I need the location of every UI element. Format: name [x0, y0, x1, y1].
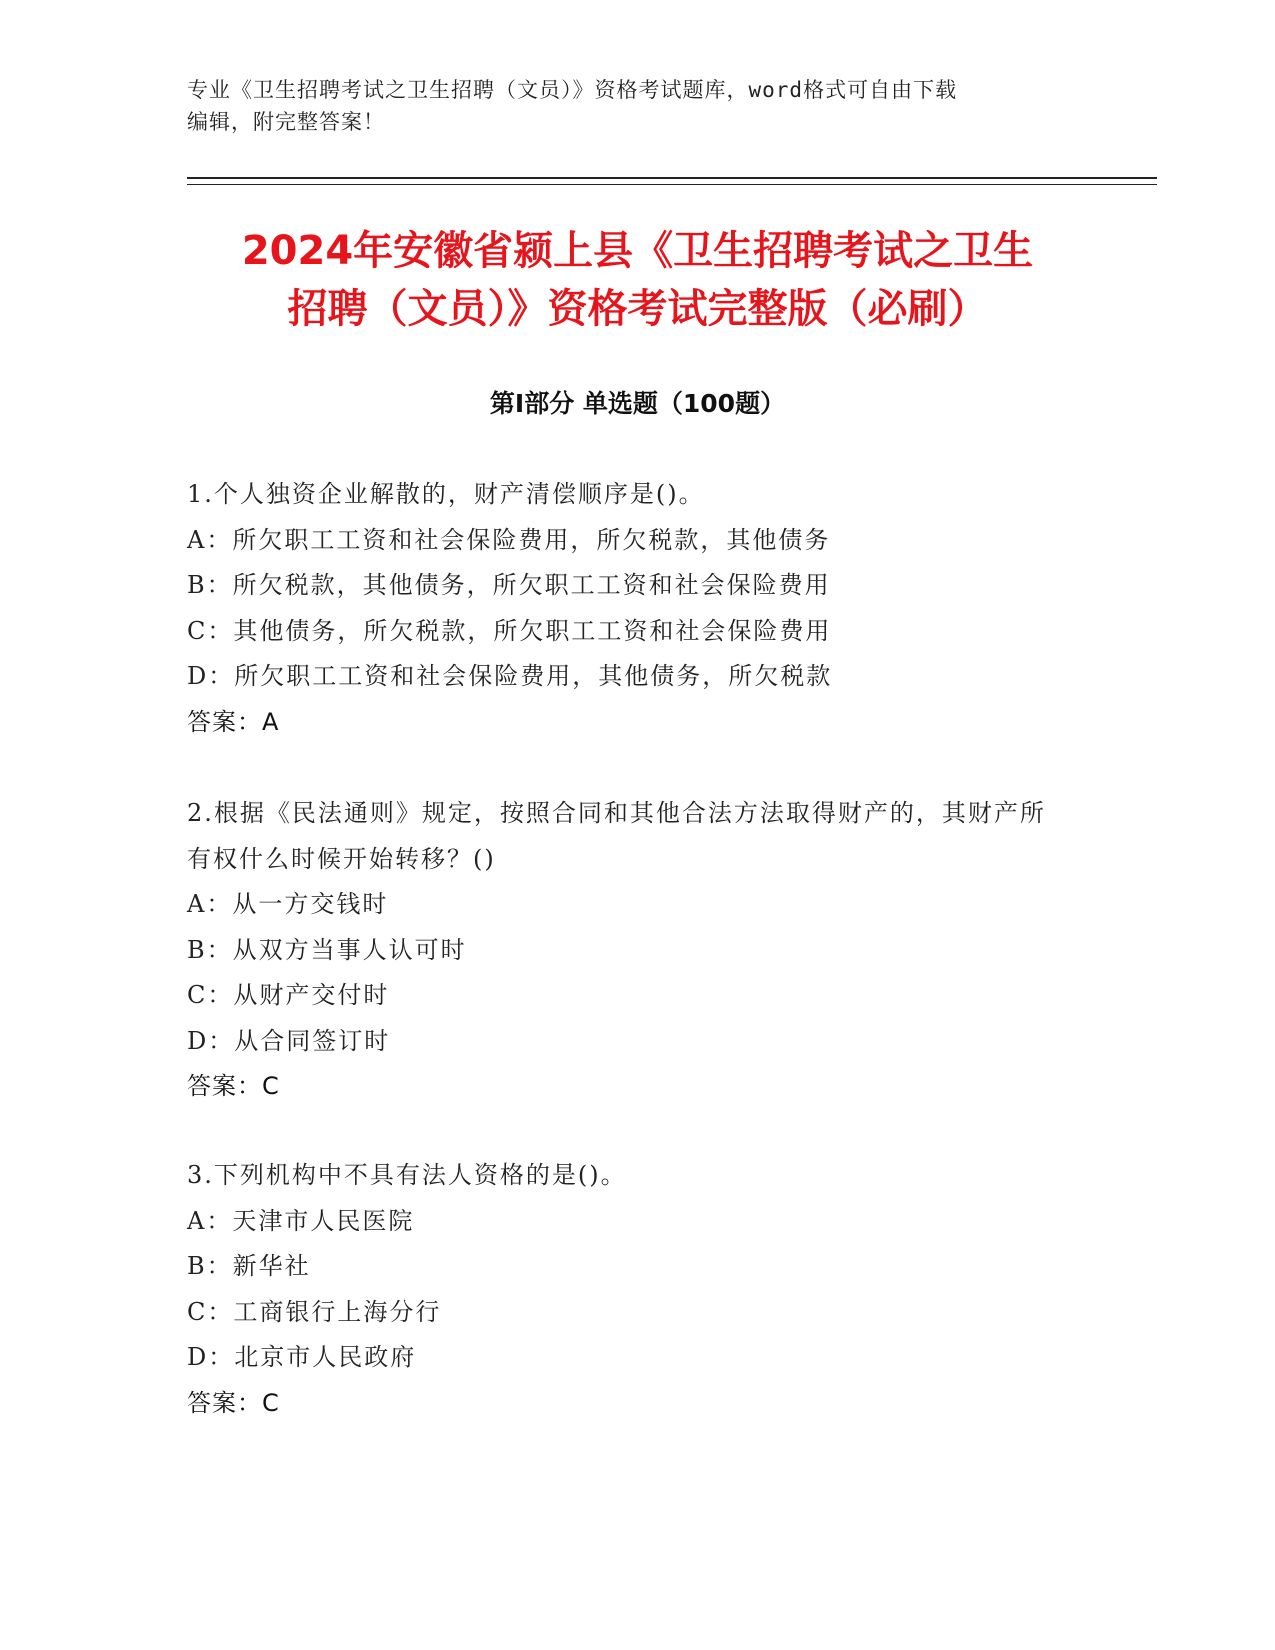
- document-title-line-1: 2024年安徽省颍上县《卫生招聘考试之卫生: [241, 228, 1034, 274]
- option-d: D：所欠职工工资和社会保险费用，其他债务，所欠税款: [187, 662, 833, 690]
- question-stem: 3.下列机构中不具有法人资格的是()。: [187, 1161, 627, 1189]
- option-a: A：天津市人民医院: [187, 1206, 415, 1235]
- option-a: A：所欠职工工资和社会保险费用，所欠税款，其他债务: [187, 525, 831, 554]
- question-block: [187, 472, 1067, 745]
- header-divider-thin: [187, 184, 1157, 185]
- question-stem: 2.根据《民法通则》规定，按照合同和其他合法方法取得财产的，其财产所有权什么时候开始转移？(): [187, 799, 1046, 873]
- header-divider-thick: [187, 177, 1157, 179]
- option-a: A：从一方交钱时: [187, 890, 389, 918]
- option-b: B：从双方当事人认可时: [187, 935, 467, 964]
- question-stem: 1.个人独资企业解散的，财产清偿顺序是()。: [187, 480, 705, 508]
- option-c: C：其他债务，所欠税款，所欠职工工资和社会保险费用: [187, 616, 832, 645]
- answer-line: 答案：A: [187, 707, 280, 736]
- option-d: D：北京市人民政府: [187, 1343, 417, 1371]
- header-note: [187, 74, 1087, 138]
- answer-line: 答案：C: [187, 1388, 280, 1417]
- option-c: C：工商银行上海分行: [187, 1297, 442, 1326]
- header-note-line-1: 专业《卫生招聘考试之卫生招聘（文员）》资格考试题库，word格式可自由下载: [187, 78, 958, 102]
- answer-line: 答案：C: [187, 1072, 280, 1100]
- document-title: [150, 222, 1125, 338]
- question-block: [187, 1153, 1067, 1426]
- document-title-line-2: 招聘（文员）》资格考试完整版（必刷）: [287, 286, 988, 332]
- option-b: B：新华社: [187, 1252, 311, 1280]
- section-heading: 第Ⅰ部分 单选题（100题）: [489, 389, 786, 418]
- option-c: C：从财产交付时: [187, 981, 390, 1009]
- option-d: D：从合同签订时: [187, 1026, 391, 1055]
- option-b: B：所欠税款，其他债务，所欠职工工资和社会保险费用: [187, 571, 831, 599]
- header-note-line-2: 编辑，附完整答案！: [187, 110, 385, 134]
- question-block: [187, 791, 1067, 1110]
